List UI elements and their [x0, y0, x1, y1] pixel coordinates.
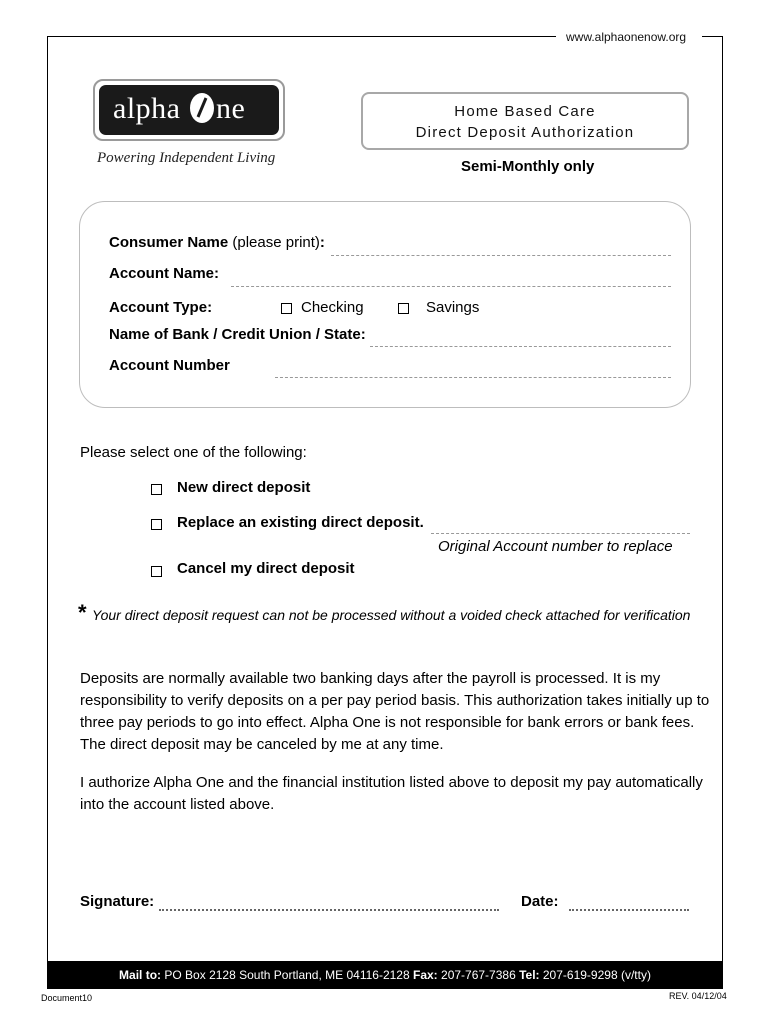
savings-label: Savings — [426, 299, 480, 316]
original-account-caption: Original Account number to replace — [438, 538, 673, 555]
frame-top-border — [47, 36, 556, 37]
logo-wordmark — [99, 85, 279, 135]
fax-number: 207-767-7386 — [437, 968, 520, 982]
account-type-label: Account Type: — [109, 299, 213, 316]
authorization-line: I authorize Alpha One and the financial institution listed above to deposit my pay automatically — [80, 774, 703, 791]
mail-address: PO Box 2128 South Portland, ME 04116-2128 — [161, 968, 413, 982]
account-number-field[interactable] — [275, 376, 671, 378]
cancel-deposit-label: Cancel my direct deposit — [177, 560, 355, 577]
selection-prompt: Please select one of the following: — [80, 444, 307, 461]
bank-name-field[interactable] — [370, 345, 671, 347]
deposit-terms-line: responsibility to verify deposits on a per pay period basis. This authorization takes initially up to — [80, 692, 710, 709]
authorization-line: into the account listed above. — [80, 796, 275, 813]
logo-wordmark-graphic — [99, 85, 275, 131]
new-deposit-checkbox[interactable] — [151, 484, 162, 495]
account-name-label: Account Name: — [109, 265, 220, 282]
deposit-terms-paragraph — [80, 668, 709, 756]
checking-label: Checking — [301, 299, 364, 316]
savings-checkbox[interactable] — [398, 303, 409, 314]
cancel-deposit-checkbox[interactable] — [151, 566, 162, 577]
svg-text:alpha: alpha — [113, 92, 181, 125]
consumer-name-colon: : — [319, 234, 325, 251]
deposit-terms-line: Deposits are normally available two banking days after the payroll is processed. It is my — [80, 670, 661, 687]
revision-date: REV. 04/12/04 — [669, 991, 727, 1001]
voided-check-notice: Your direct deposit request can not be processed without a voided check attached for verification — [92, 607, 691, 623]
original-account-field[interactable] — [431, 532, 690, 534]
signature-field[interactable] — [159, 908, 499, 911]
deposit-terms-line: The direct deposit may be canceled by me at any time. — [80, 736, 444, 753]
svg-text:ne: ne — [216, 92, 246, 125]
website-url[interactable]: www.alphaonenow.org — [566, 30, 687, 44]
consumer-name-field[interactable] — [331, 254, 671, 256]
date-field[interactable] — [569, 908, 689, 911]
date-label: Date: — [521, 893, 559, 910]
bank-name-label: Name of Bank / Credit Union / State: — [109, 326, 366, 343]
authorization-paragraph — [80, 772, 703, 816]
mail-to-label: Mail to: — [119, 968, 162, 982]
tel-label: Tel: — [519, 968, 540, 982]
deposit-terms-line: three pay periods to go into effect. Alpha One is not responsible for bank errors or bank fees. — [80, 714, 695, 731]
account-name-field[interactable] — [231, 285, 671, 287]
form-title-box — [361, 92, 689, 150]
tel-number: 207-619-9298 (v/tty) — [539, 968, 651, 982]
form-title-line2: Direct Deposit Authorization — [415, 124, 635, 141]
frame-top-border-right — [702, 36, 723, 37]
notice-asterisk: * — [78, 600, 87, 625]
replace-deposit-label: Replace an existing direct deposit. — [177, 514, 424, 531]
frame-right-border — [722, 36, 723, 961]
consumer-name-label-bold: Consumer Name — [109, 234, 229, 251]
alpha-one-logo — [93, 79, 285, 141]
consumer-name-label-rest: (please print) — [228, 234, 320, 251]
fax-label: Fax: — [413, 968, 438, 982]
checking-checkbox[interactable] — [281, 303, 292, 314]
frame-left-border — [47, 36, 48, 961]
consumer-name-label — [109, 234, 325, 251]
account-number-label: Account Number — [109, 357, 230, 374]
document-id: Document10 — [41, 993, 93, 1003]
mailing-info-bar — [47, 961, 723, 989]
form-subtitle: Semi-Monthly only — [461, 158, 595, 175]
replace-deposit-checkbox[interactable] — [151, 519, 162, 530]
signature-label: Signature: — [80, 893, 155, 910]
form-title-line1: Home Based Care — [454, 103, 596, 120]
new-deposit-label: New direct deposit — [177, 479, 311, 496]
logo-tagline: Powering Independent Living — [97, 150, 276, 166]
